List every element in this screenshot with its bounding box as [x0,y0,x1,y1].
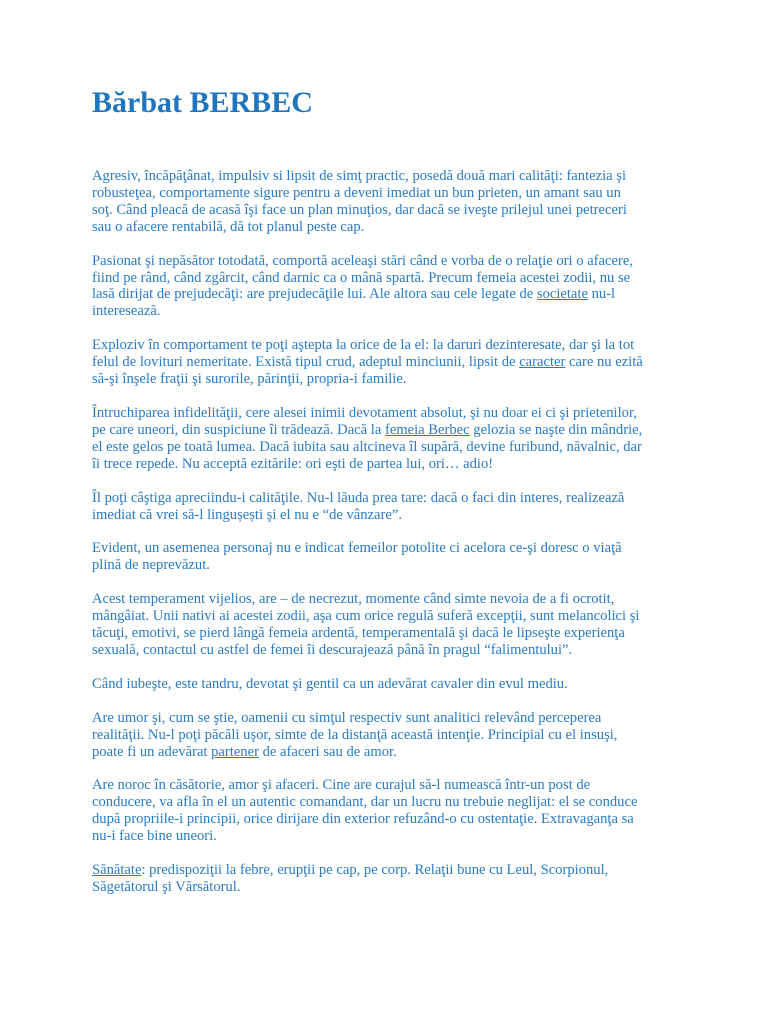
paragraph [92,676,692,693]
text-run: soţ. Când pleacă de acasă îşi face un plan minuţios, dar dacă se iveşte prilejul unei petreceri [92,201,627,218]
text-run: de afaceri sau de amor. [258,743,397,760]
text-line [92,168,692,185]
text-run: nu-l [587,286,616,303]
text-line [92,303,692,320]
paragraph [92,777,692,845]
document-title: Bărbat BERBEC [92,86,313,119]
text-run: Exploziv în comportament te poţi aştepta la orice de la el: la daruri dezinteresate, dar şi la tot [92,337,635,354]
paragraph [92,405,692,473]
text-run: Săgetătorul şi Vărsătorul. [92,879,241,895]
paragraph [92,591,692,659]
text-line [92,744,692,761]
text-run: lasă dirijat de prejudecăţi: are prejudecăţile lui. Ale altora sau cele legate de [92,286,537,303]
text-run: sexuală, contactul cu astfel de femei îi descurajează până în pragul “falimentului”. [92,641,573,658]
text-run: mângâiat. Unii nativi ai acestei zodii, aşa cum orice regulă suferă excepţii, sunt melancolici şi [92,608,640,625]
text-run: Evident, un asemenea personaj nu e indicat femeilor potolite ci acelora ce-şi doresc o viaţă [92,540,622,557]
inline-link[interactable]: partener [211,743,259,760]
text-line [92,490,692,507]
text-line [92,337,692,354]
text-line [92,202,692,219]
text-line [92,625,692,642]
text-run: sau o afacere rentabilă, dă tot planul peste cap. [92,218,365,235]
text-line [92,422,692,439]
text-run: realităţii. Nu-l poţi păcăli uşor, simte de la distanţă această intenţie. Principial cu el insuşi, [92,726,618,743]
text-line [92,879,692,896]
text-run: Are noroc în căsătorie, amor şi afaceri. Cine are curajul să-l numească într-un post de [92,777,591,794]
text-line [92,371,692,388]
text-line [92,828,692,845]
text-line [92,777,692,794]
text-run: interesează. [92,303,161,320]
text-run: îi trece repede. Nu acceptă ezitările: ori eşti de partea lui, ori… adio! [92,455,494,472]
text-run: Îl poţi câştiga apreciindu-i calităţile. Nu-l lăuda prea tare: dacă o faci din interes, realizează [92,489,625,506]
text-line [92,642,692,659]
paragraph [92,253,692,321]
inline-link[interactable]: Sănătate [92,862,142,879]
text-line [92,507,692,524]
text-run: Acest temperament vijelios, are – de necrezut, momente când simte nevoia de a fi ocrotit, [92,591,615,608]
text-run: : predispoziţii la febre, erupţii pe cap, pe corp. Relaţii bune cu Leul, Scorpionul, [141,862,609,879]
text-run: imediat că vrei să-l lingușești şi el nu e “de vânzare”. [92,506,402,523]
text-line [92,591,692,608]
inline-link[interactable]: societate [536,286,588,303]
text-line [92,727,692,744]
text-line [92,185,692,202]
text-line [92,405,692,422]
inline-link[interactable]: caracter [519,354,566,371]
text-run: el este gelos pe toată lumea. Dacă iubita sau altcineva îl supără, devine furibund, năvalnic, dar [92,438,642,455]
text-line [92,608,692,625]
text-run: felul de lovituri nemeritate. Există tipul crud, adeptul minciunii, lipsit de [92,354,520,371]
paragraph [92,337,692,388]
text-run: Întruchiparea infidelităţii, cere alesei inimii devotament absolut, şi nu doar ei ci şi prietenilor, [92,404,637,421]
text-run: care nu ezită [565,354,643,371]
text-run: poate fi un adevărat [92,743,212,760]
document-body [92,168,692,913]
paragraph [92,168,692,236]
text-run: pe care uneori, din suspiciune îi trădează. Dacă la [92,421,385,438]
text-line [92,811,692,828]
text-run: fiind pe rând, când zgârcit, când darnic ca o mână spartă. Precum femeia acestei zodii, nu se [92,269,631,286]
text-run: să-şi înşele fraţii şi surorile, părinţii, propria-i familie. [92,371,407,388]
text-run: nu-i face bine uneori. [92,828,217,845]
text-run: după propriile-i principii, orice dirijare din exterior refuzând-o cu ostentaţie. Extravaganţa sa [92,811,634,828]
paragraph [92,490,692,524]
text-run: Agresiv, încăpăţânat, impulsiv si lipsit de simţ practic, posedă două mari calităţi: fantezia şi [92,168,627,184]
text-line [92,439,692,456]
text-line [92,354,692,371]
text-run: Când iubeşte, este tandru, devotat şi gentil ca un adevărat cavaler din evul mediu. [92,675,568,692]
text-run: robusteţea, comportamente sigure pentru a deveni imediat un bun prieten, un amant sau un [92,184,621,201]
text-line [92,456,692,473]
text-run: gelozia se naşte din mândrie, [469,421,643,438]
text-line [92,219,692,236]
text-run: Are umor şi, cum se ştie, oamenii cu simţul respectiv sunt analitici relevând perceperea [92,709,602,726]
text-line [92,794,692,811]
text-line [92,676,692,693]
text-line [92,270,692,287]
text-run: conducere, va afla în el un autentic comandant, dar un lucru nu trebuie neglijat: el se conduce [92,794,638,811]
text-line [92,862,692,879]
text-run: Pasionat şi nepăsător totodată, comportă aceleaşi stări când e vorba de o relaţie ori o afacere, [92,252,633,269]
inline-link[interactable]: femeia Berbec [384,421,470,438]
paragraph [92,862,692,896]
text-line [92,540,692,557]
paragraph [92,540,692,574]
text-line [92,286,692,303]
paragraph [92,710,692,761]
text-run: plină de neprevăzut. [92,557,210,574]
text-line [92,557,692,574]
text-run: tăcuţi, emotivi, se pierd lângă femeia ardentă, temperamentală şi dacă le lipseşte experienţa [92,625,625,642]
text-line [92,710,692,727]
text-line [92,253,692,270]
